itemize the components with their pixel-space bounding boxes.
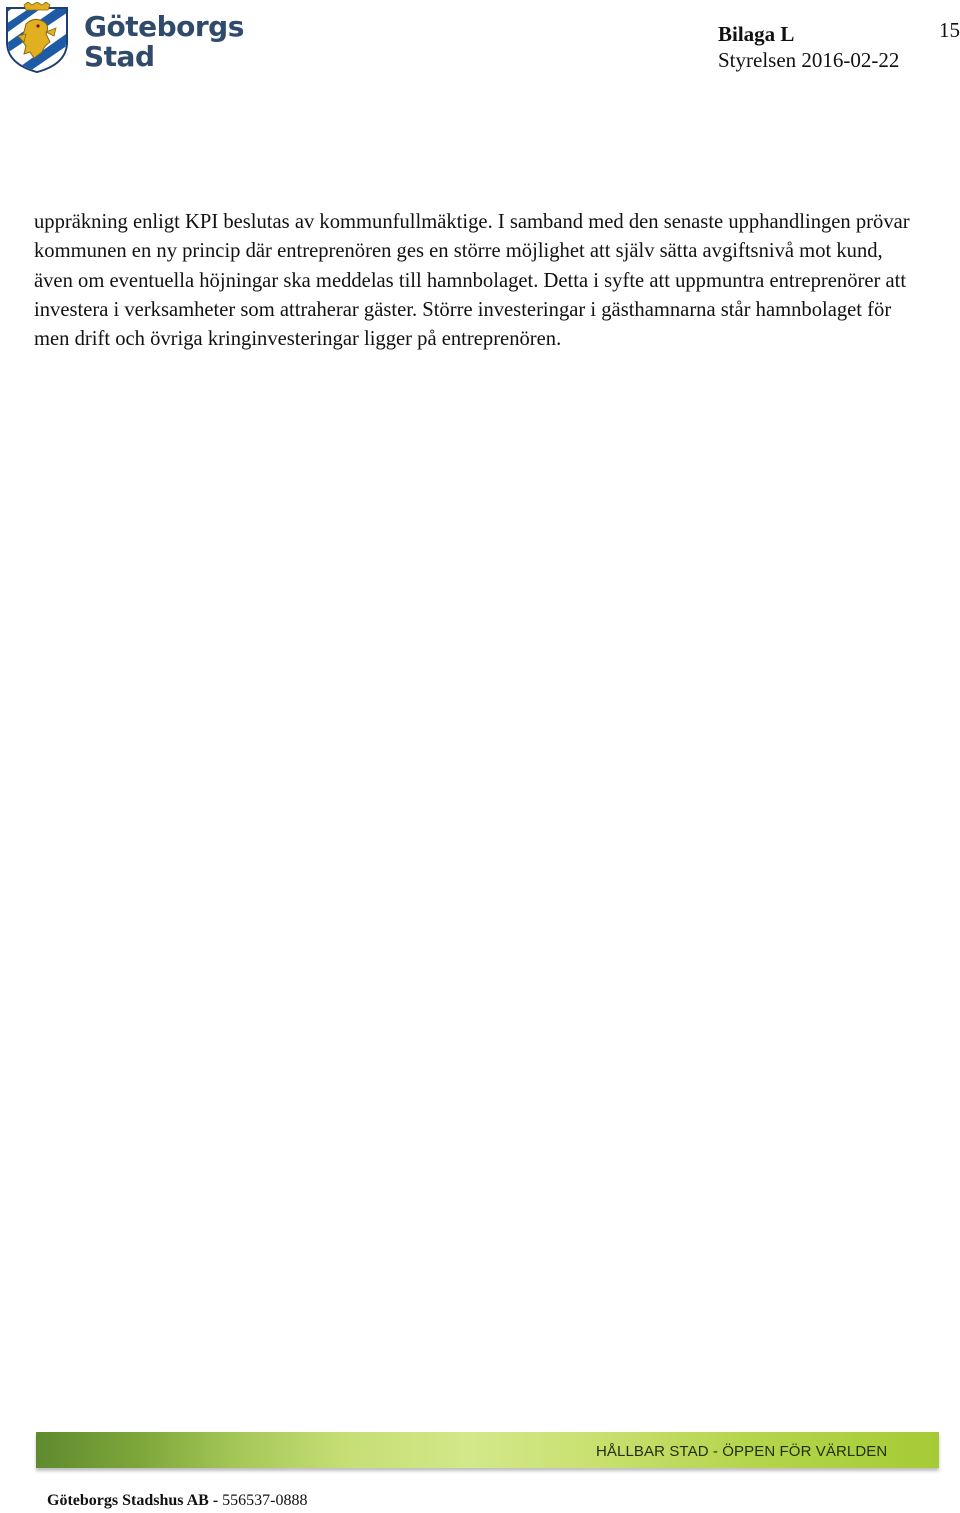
footer-slogan: HÅLLBAR STAD - ÖPPEN FÖR VÄRLDEN	[596, 1443, 888, 1460]
company-name: Göteborgs Stadshus AB -	[47, 1492, 219, 1509]
goteborgs-stad-logo	[4, 2, 244, 76]
attachment-title: Bilaga L	[718, 22, 795, 46]
footer-company-info	[47, 1492, 307, 1510]
document-header-info	[718, 21, 899, 73]
logo-line-2: Stad	[84, 40, 155, 73]
body-paragraph: uppräkning enligt KPI beslutas av kommunfullmäktige. I samband med den senaste upphandlingen prövar kommunen en ny princip där entreprenören ges en större möjlighet att själv sätta avgiftsnivå mot kund, även om eventuella höjningar ska meddelas till hamnbolaget. Detta i syfte att uppmuntra entreprenörer att investera i verksamheter som attraherar gäster. Större investeringar i gästhamnarna står hamnbolaget för men drift och övriga kringinvesteringar ligger på entreprenören.	[34, 211, 910, 351]
organization-number: 556537-0888	[222, 1492, 308, 1509]
coat-of-arms-icon	[4, 2, 70, 74]
logo-line-1: Göteborgs	[84, 10, 244, 43]
document-body	[34, 208, 924, 354]
board-meeting-date: Styrelsen 2016-02-22	[718, 48, 900, 72]
logo-wordmark	[84, 12, 244, 72]
page-number: 15	[939, 18, 960, 42]
